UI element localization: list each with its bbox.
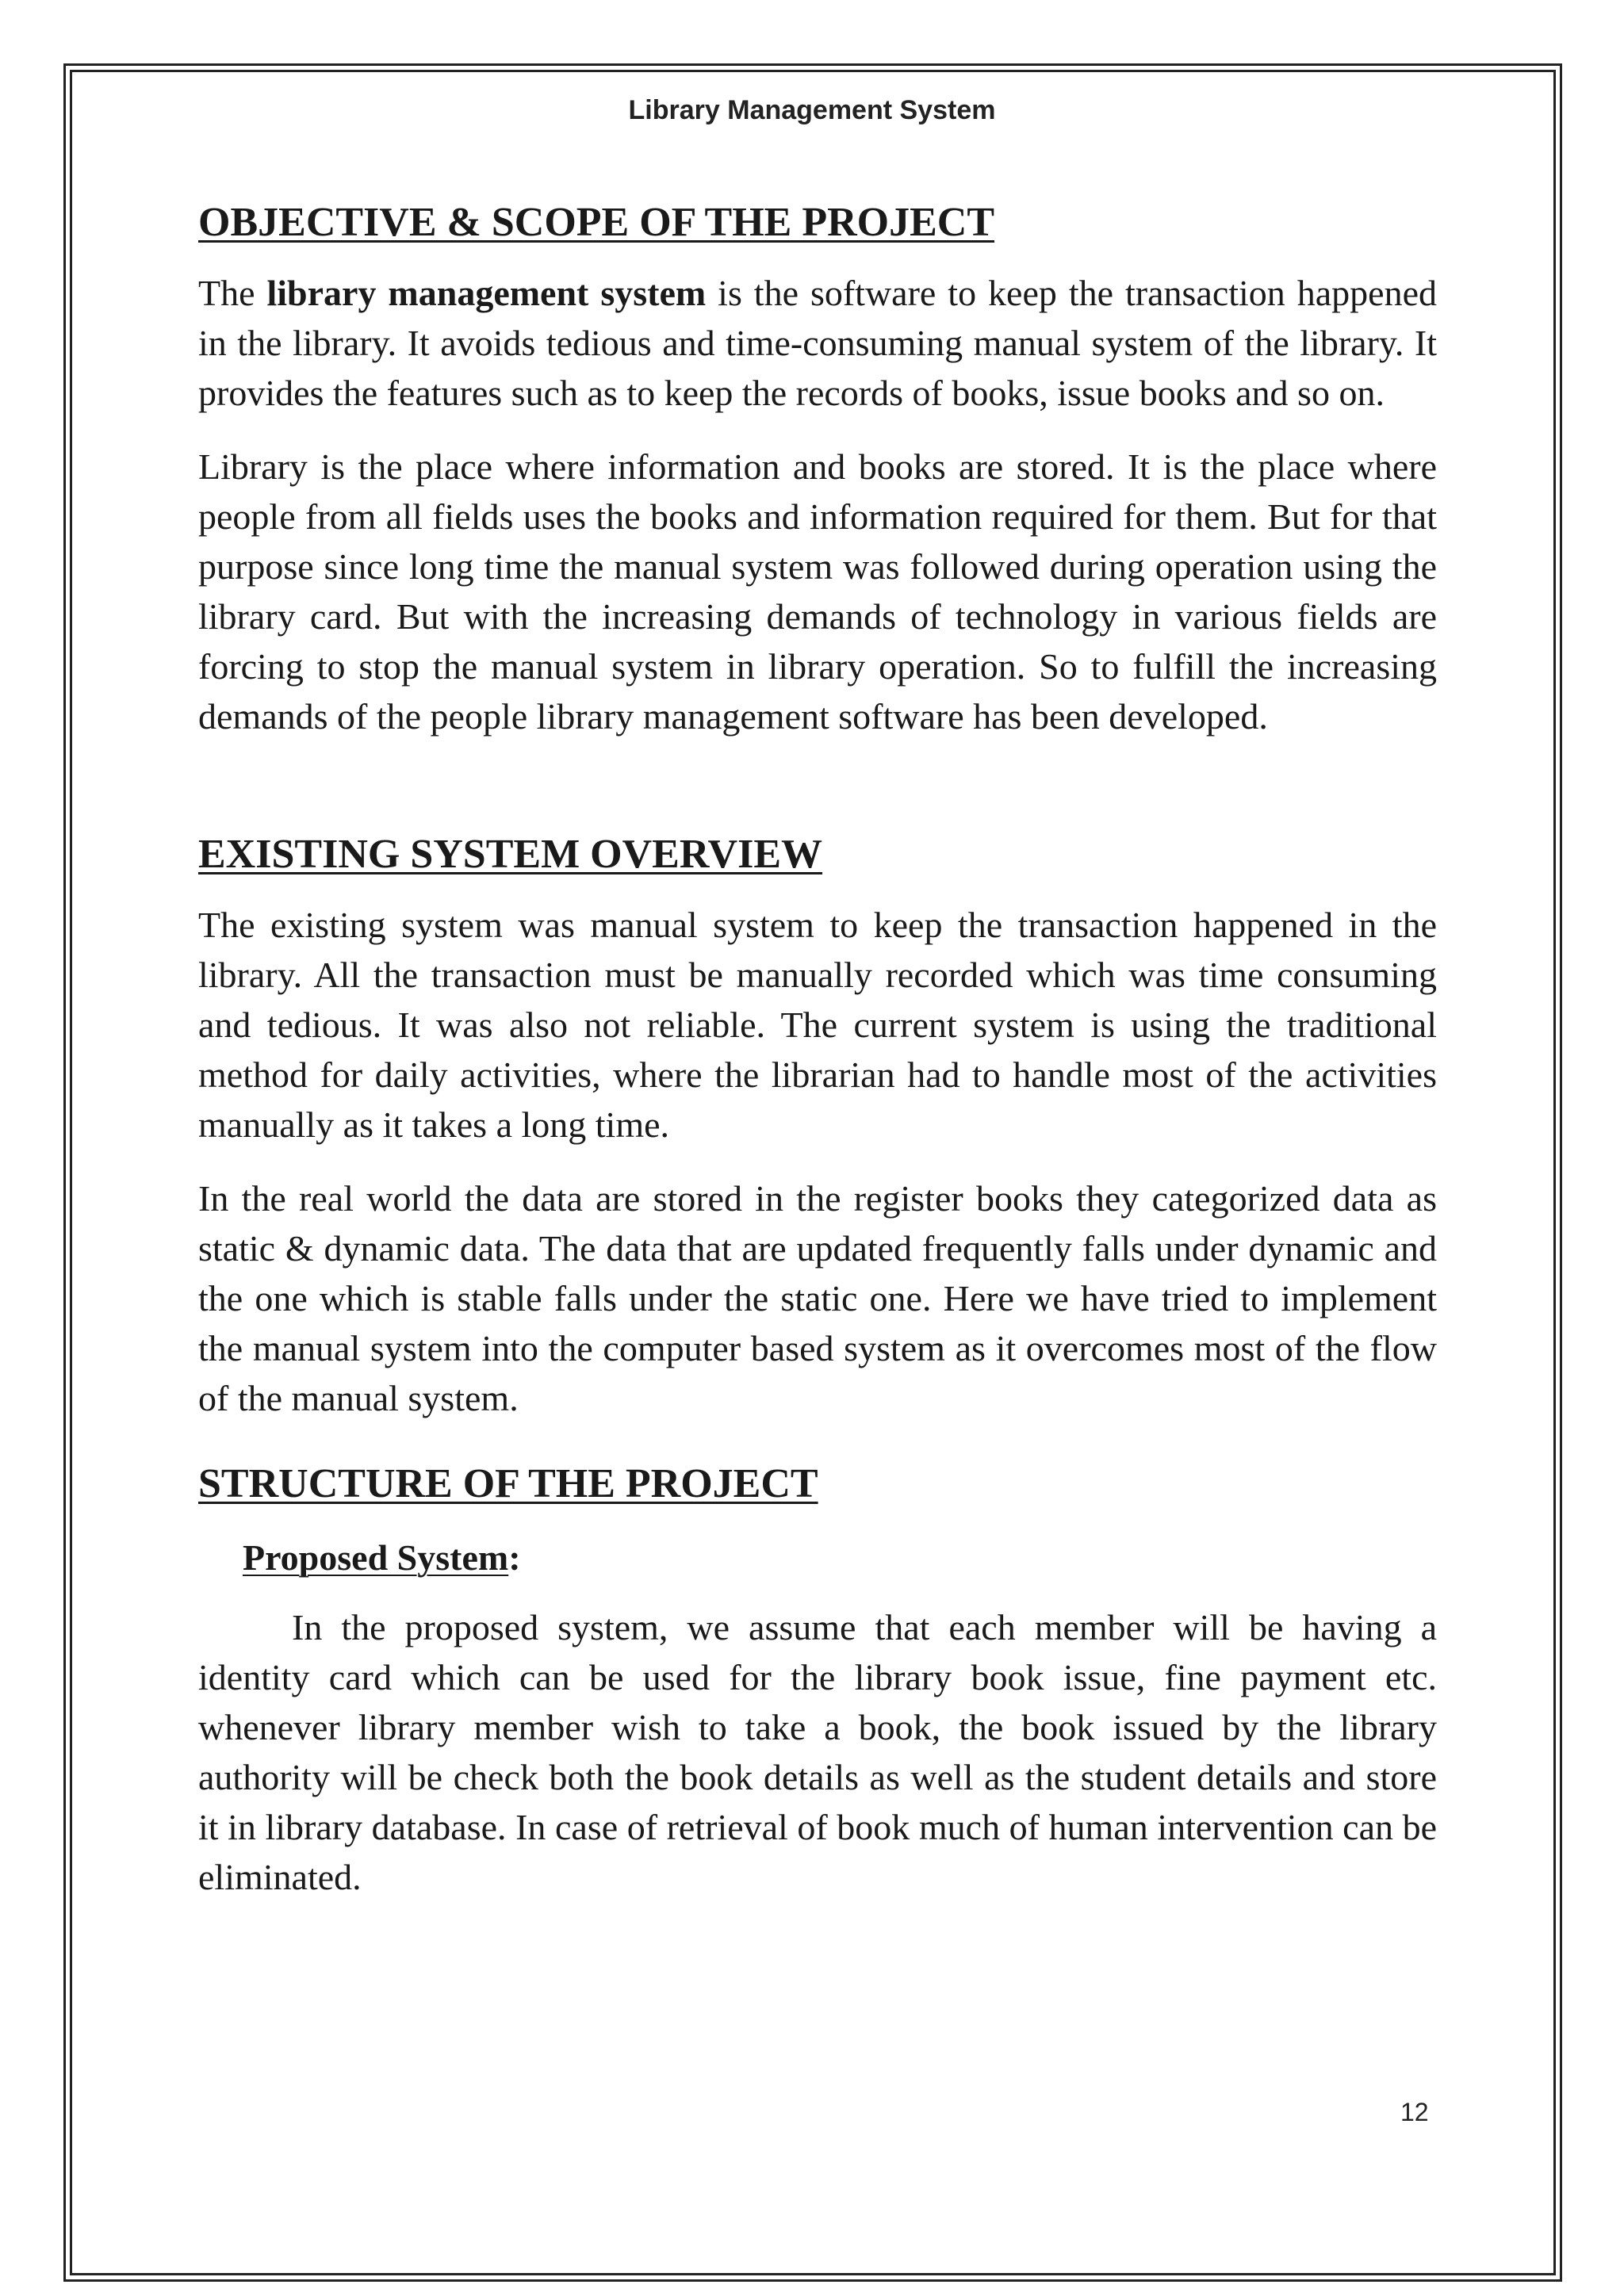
text-run: is the software to keep the transaction happened in the library. It avoids tedious and time-consuming manual system of the library. It provides the features such as to keep the records of books, issue books and so on. xyxy=(198,273,1438,413)
page-content xyxy=(198,195,1437,1902)
text-run: The xyxy=(198,273,267,313)
running-header: Library Management System xyxy=(628,95,996,125)
paragraph-proposed-system: In the proposed system, we assume that each member will be having a identity card which can be used for the library book issue, fine payment etc. whenever library member wish to take a book, the book issued by the library authority will be check both the book details as well as the student details and store it in library database. In case of retrieval of book much of human intervention can be eliminated. xyxy=(198,1607,1437,1897)
section-heading-structure: STRUCTURE OF THE PROJECT xyxy=(198,1461,818,1506)
subsection-colon: : xyxy=(508,1537,521,1578)
paragraph-library-description: Library is the place where information and books are stored. It is the place where people from all fields uses the books and information required for them. But for that purpose since long time the manual system was followed during operation using the library card. But with the increasing demands of technology in various fields are forcing to stop the manual system in library operation. So to fulfill the increasing demands of the people library management software has been developed. xyxy=(198,446,1437,737)
bold-term: library management system xyxy=(266,273,707,313)
section-heading-existing-system: EXISTING SYSTEM OVERVIEW xyxy=(198,832,823,877)
page-number: 12 xyxy=(1400,2098,1429,2126)
paragraph-objective-intro xyxy=(198,268,1437,418)
paragraph-existing-system: The existing system was manual system to keep the transaction happened in the library. All the transaction must be manually recorded which was time consuming and tedious. It was also not reliable. The current system is using the traditional method for daily activities, where the librarian had to handle most of the activities manually as it takes a long time. xyxy=(198,905,1437,1145)
paragraph-real-world-data: In the real world the data are stored in the register books they categorized data as static & dynamic data. The data that are updated frequently falls under dynamic and the one which is stable falls under the static one. Here we have tried to implement the manual system into the computer based system as it overcomes most of the flow of the manual system. xyxy=(198,1178,1437,1418)
subsection-heading-proposed-system xyxy=(243,1534,1437,1582)
section-heading-objective-scope: OBJECTIVE & SCOPE OF THE PROJECT xyxy=(198,200,995,245)
subsection-title: Proposed System xyxy=(243,1537,509,1578)
